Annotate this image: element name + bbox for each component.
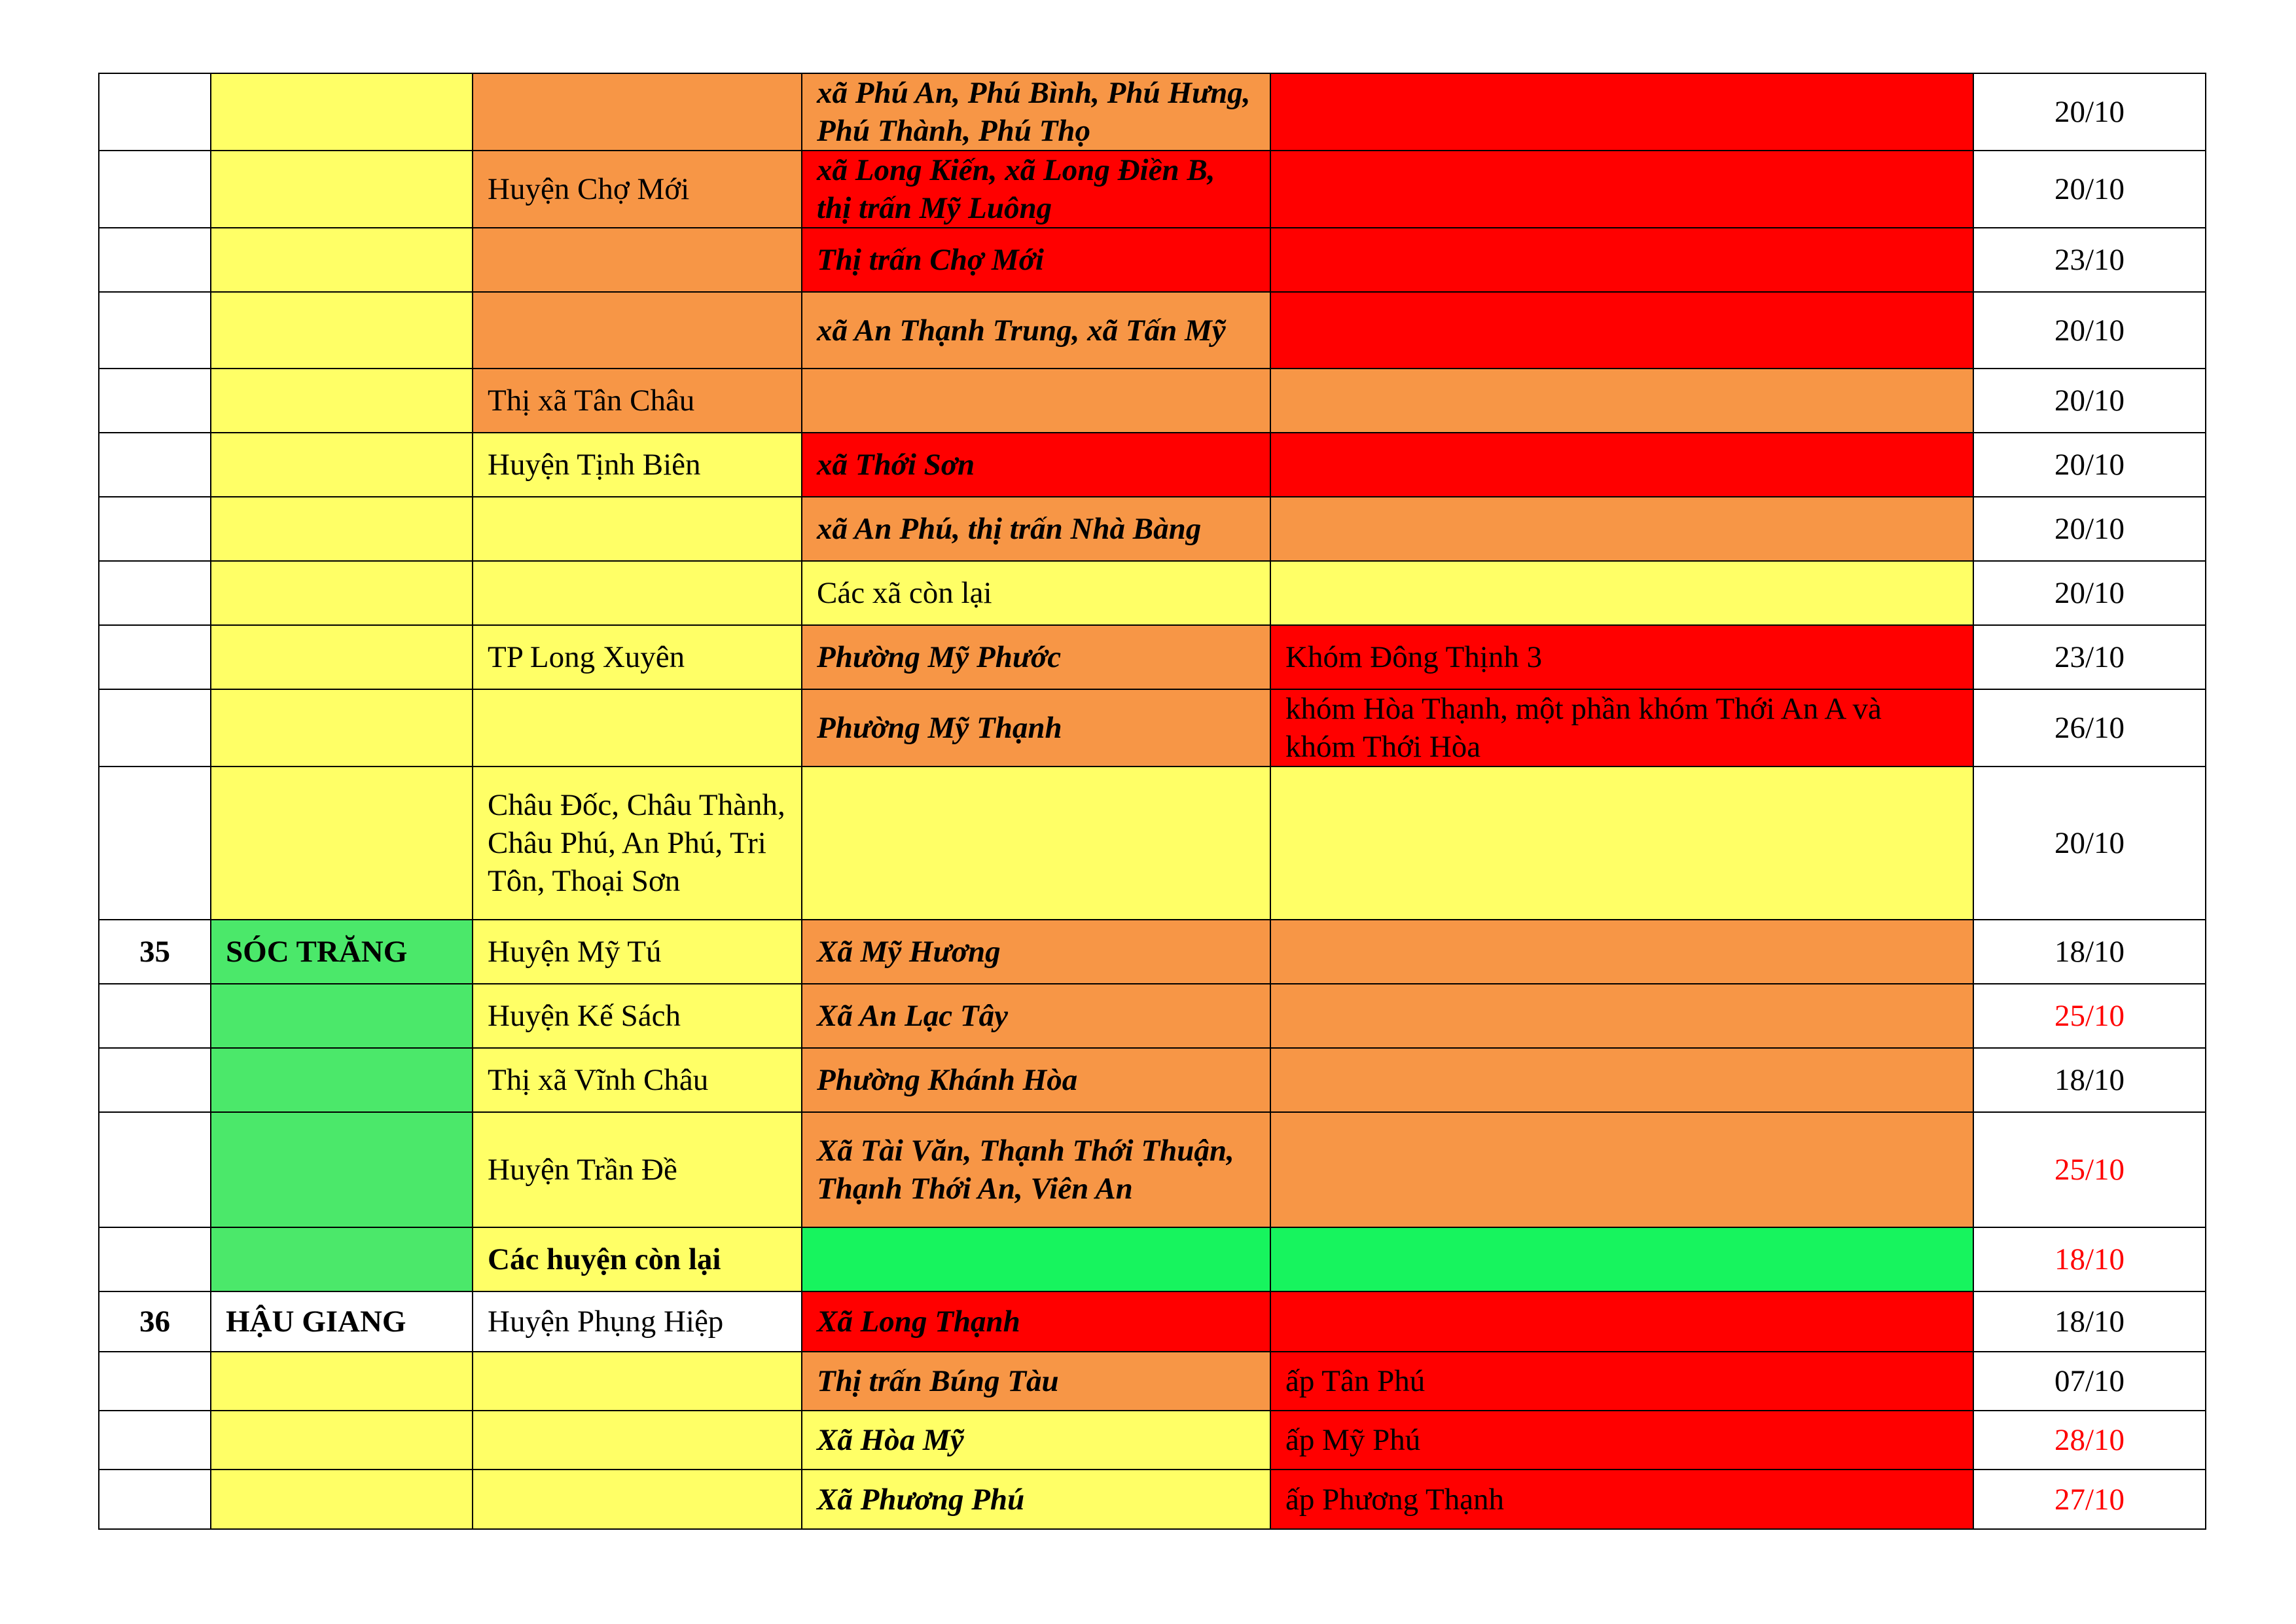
row-number-cell bbox=[99, 625, 211, 689]
hamlet-cell bbox=[1270, 984, 1973, 1048]
date-cell: 18/10 bbox=[1973, 1048, 2206, 1112]
table-row bbox=[99, 1227, 2206, 1291]
hamlet-cell bbox=[1270, 228, 1973, 292]
table-row bbox=[99, 561, 2206, 625]
province-cell bbox=[211, 1112, 473, 1227]
zone-table-body bbox=[99, 73, 2206, 1529]
row-number-cell bbox=[99, 73, 211, 151]
district-cell: Thị xã Vĩnh Châu bbox=[473, 1048, 802, 1112]
province-cell bbox=[211, 1048, 473, 1112]
district-cell: Huyện Chợ Mới bbox=[473, 151, 802, 228]
district-cell: Huyện Trần Đề bbox=[473, 1112, 802, 1227]
date-cell: 18/10 bbox=[1973, 1291, 2206, 1352]
hamlet-cell: khóm Hòa Thạnh, một phần khóm Thới An A và khóm Thới Hòa bbox=[1270, 689, 1973, 767]
province-cell: SÓC TRĂNG bbox=[211, 920, 473, 984]
province-cell bbox=[211, 73, 473, 151]
hamlet-cell: ấp Mỹ Phú bbox=[1270, 1411, 1973, 1470]
table-row bbox=[99, 73, 2206, 151]
district-cell bbox=[473, 292, 802, 369]
date-cell: 20/10 bbox=[1973, 767, 2206, 920]
district-cell: Huyện Phụng Hiệp bbox=[473, 1291, 802, 1352]
table-row bbox=[99, 497, 2206, 561]
table-row bbox=[99, 433, 2206, 497]
district-cell bbox=[473, 73, 802, 151]
hamlet-cell: ấp Tân Phú bbox=[1270, 1352, 1973, 1411]
commune-cell: Xã Hòa Mỹ bbox=[802, 1411, 1270, 1470]
date-cell: 20/10 bbox=[1973, 497, 2206, 561]
province-cell bbox=[211, 433, 473, 497]
hamlet-cell bbox=[1270, 1227, 1973, 1291]
date-cell: 26/10 bbox=[1973, 689, 2206, 767]
hamlet-cell bbox=[1270, 433, 1973, 497]
date-cell: 18/10 bbox=[1973, 1227, 2206, 1291]
row-number-cell bbox=[99, 1470, 211, 1529]
date-cell: 20/10 bbox=[1973, 561, 2206, 625]
date-cell: 27/10 bbox=[1973, 1470, 2206, 1529]
district-cell bbox=[473, 1470, 802, 1529]
table-row bbox=[99, 151, 2206, 228]
district-cell: TP Long Xuyên bbox=[473, 625, 802, 689]
table-row bbox=[99, 1352, 2206, 1411]
commune-cell: Xã Tài Văn, Thạnh Thới Thuận, Thạnh Thới An, Viên An bbox=[802, 1112, 1270, 1227]
commune-cell: Các xã còn lại bbox=[802, 561, 1270, 625]
hamlet-cell bbox=[1270, 920, 1973, 984]
table-row bbox=[99, 1048, 2206, 1112]
row-number-cell bbox=[99, 433, 211, 497]
row-number-cell bbox=[99, 228, 211, 292]
commune-cell: Xã Long Thạnh bbox=[802, 1291, 1270, 1352]
province-cell bbox=[211, 1411, 473, 1470]
row-number-cell bbox=[99, 1411, 211, 1470]
table-row bbox=[99, 369, 2206, 433]
district-cell: Huyện Tịnh Biên bbox=[473, 433, 802, 497]
province-cell bbox=[211, 689, 473, 767]
commune-cell: Phường Mỹ Thạnh bbox=[802, 689, 1270, 767]
hamlet-cell bbox=[1270, 73, 1973, 151]
commune-cell: xã Long Kiến, xã Long Điền B, thị trấn Mỹ Luông bbox=[802, 151, 1270, 228]
district-cell bbox=[473, 228, 802, 292]
date-cell: 18/10 bbox=[1973, 920, 2206, 984]
commune-cell: xã Phú An, Phú Bình, Phú Hưng, Phú Thành, Phú Thọ bbox=[802, 73, 1270, 151]
commune-cell: Thị trấn Búng Tàu bbox=[802, 1352, 1270, 1411]
district-cell bbox=[473, 561, 802, 625]
commune-cell: Xã An Lạc Tây bbox=[802, 984, 1270, 1048]
row-number-cell bbox=[99, 1227, 211, 1291]
row-number-cell: 35 bbox=[99, 920, 211, 984]
row-number-cell bbox=[99, 497, 211, 561]
province-cell bbox=[211, 1227, 473, 1291]
date-cell: 23/10 bbox=[1973, 625, 2206, 689]
commune-cell bbox=[802, 369, 1270, 433]
province-cell bbox=[211, 497, 473, 561]
province-cell bbox=[211, 1352, 473, 1411]
table-row bbox=[99, 625, 2206, 689]
district-cell: Châu Đốc, Châu Thành, Châu Phú, An Phú, Tri Tôn, Thoại Sơn bbox=[473, 767, 802, 920]
hamlet-cell bbox=[1270, 497, 1973, 561]
date-cell: 20/10 bbox=[1973, 151, 2206, 228]
date-cell: 20/10 bbox=[1973, 292, 2206, 369]
row-number-cell bbox=[99, 1352, 211, 1411]
date-cell: 28/10 bbox=[1973, 1411, 2206, 1470]
province-cell bbox=[211, 151, 473, 228]
row-number-cell bbox=[99, 984, 211, 1048]
date-cell: 25/10 bbox=[1973, 984, 2206, 1048]
district-cell: Các huyện còn lại bbox=[473, 1227, 802, 1291]
row-number-cell bbox=[99, 369, 211, 433]
district-cell: Huyện Mỹ Tú bbox=[473, 920, 802, 984]
commune-cell: Thị trấn Chợ Mới bbox=[802, 228, 1270, 292]
district-cell bbox=[473, 1411, 802, 1470]
table-row bbox=[99, 1291, 2206, 1352]
table-row bbox=[99, 1112, 2206, 1227]
date-cell: 25/10 bbox=[1973, 1112, 2206, 1227]
district-cell bbox=[473, 497, 802, 561]
province-cell bbox=[211, 625, 473, 689]
province-cell: HẬU GIANG bbox=[211, 1291, 473, 1352]
date-cell: 20/10 bbox=[1973, 369, 2206, 433]
row-number-cell bbox=[99, 1112, 211, 1227]
row-number-cell bbox=[99, 561, 211, 625]
date-cell: 20/10 bbox=[1973, 433, 2206, 497]
commune-cell: xã An Thạnh Trung, xã Tấn Mỹ bbox=[802, 292, 1270, 369]
date-cell: 20/10 bbox=[1973, 73, 2206, 151]
row-number-cell bbox=[99, 689, 211, 767]
row-number-cell bbox=[99, 292, 211, 369]
zone-table bbox=[98, 73, 2206, 1530]
row-number-cell bbox=[99, 767, 211, 920]
commune-cell: Xã Phương Phú bbox=[802, 1470, 1270, 1529]
table-row bbox=[99, 292, 2206, 369]
date-cell: 07/10 bbox=[1973, 1352, 2206, 1411]
row-number-cell: 36 bbox=[99, 1291, 211, 1352]
province-cell bbox=[211, 767, 473, 920]
hamlet-cell bbox=[1270, 767, 1973, 920]
hamlet-cell bbox=[1270, 561, 1973, 625]
commune-cell: Xã Mỹ Hương bbox=[802, 920, 1270, 984]
province-cell bbox=[211, 369, 473, 433]
commune-cell: xã Thới Sơn bbox=[802, 433, 1270, 497]
hamlet-cell bbox=[1270, 369, 1973, 433]
province-cell bbox=[211, 984, 473, 1048]
row-number-cell bbox=[99, 1048, 211, 1112]
province-cell bbox=[211, 292, 473, 369]
district-cell: Thị xã Tân Châu bbox=[473, 369, 802, 433]
table-row bbox=[99, 228, 2206, 292]
province-cell bbox=[211, 561, 473, 625]
hamlet-cell bbox=[1270, 1048, 1973, 1112]
hamlet-cell: Khóm Đông Thịnh 3 bbox=[1270, 625, 1973, 689]
table-row bbox=[99, 920, 2206, 984]
commune-cell: Phường Mỹ Phước bbox=[802, 625, 1270, 689]
hamlet-cell bbox=[1270, 1112, 1973, 1227]
hamlet-cell: ấp Phương Thạnh bbox=[1270, 1470, 1973, 1529]
commune-cell bbox=[802, 1227, 1270, 1291]
table-row bbox=[99, 1411, 2206, 1470]
hamlet-cell bbox=[1270, 151, 1973, 228]
row-number-cell bbox=[99, 151, 211, 228]
commune-cell: xã An Phú, thị trấn Nhà Bàng bbox=[802, 497, 1270, 561]
date-cell: 23/10 bbox=[1973, 228, 2206, 292]
commune-cell bbox=[802, 767, 1270, 920]
commune-cell: Phường Khánh Hòa bbox=[802, 1048, 1270, 1112]
hamlet-cell bbox=[1270, 1291, 1973, 1352]
table-row bbox=[99, 689, 2206, 767]
table-row bbox=[99, 984, 2206, 1048]
district-cell bbox=[473, 689, 802, 767]
table-row bbox=[99, 767, 2206, 920]
hamlet-cell bbox=[1270, 292, 1973, 369]
district-cell bbox=[473, 1352, 802, 1411]
province-cell bbox=[211, 228, 473, 292]
province-cell bbox=[211, 1470, 473, 1529]
table-row bbox=[99, 1470, 2206, 1529]
district-cell: Huyện Kế Sách bbox=[473, 984, 802, 1048]
